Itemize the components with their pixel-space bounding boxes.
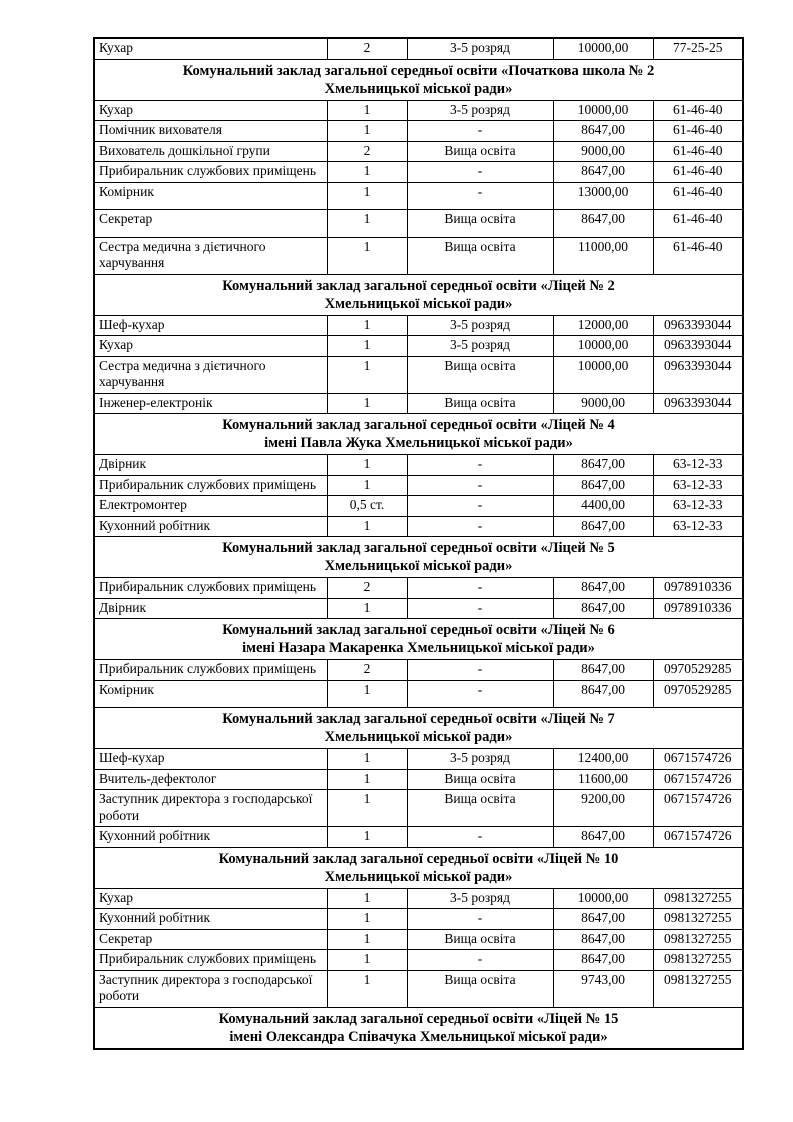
cell-salary: 11600,00 [553, 769, 653, 790]
vacancy-row [94, 888, 743, 909]
cell-count: 1 [327, 749, 407, 770]
cell-count: 1 [327, 970, 407, 1007]
cell-count: 1 [327, 516, 407, 537]
cell-position: Прибиральник службових приміщень [94, 162, 327, 183]
cell-position: Вчитель-дефектолог [94, 769, 327, 790]
vacancy-row [94, 182, 743, 210]
section-header-line: Комунальний заклад загальної середньої освіти «Ліцей № 7 [222, 711, 615, 727]
cell-position: Сестра медична з дієтичного харчування [94, 356, 327, 393]
cell-count: 1 [327, 790, 407, 827]
cell-count: 2 [327, 578, 407, 599]
cell-education: 3-5 розряд [407, 888, 553, 909]
cell-phone: 0671574726 [653, 827, 743, 848]
cell-phone: 0671574726 [653, 749, 743, 770]
cell-count: 1 [327, 356, 407, 393]
cell-education: Вища освіта [407, 237, 553, 274]
cell-salary: 8647,00 [553, 578, 653, 599]
cell-phone: 63-12-33 [653, 516, 743, 537]
section-header-row [94, 619, 743, 660]
cell-education: 3-5 розряд [407, 315, 553, 336]
vacancy-row [94, 929, 743, 950]
vacancy-row [94, 237, 743, 274]
cell-education: - [407, 162, 553, 183]
section-header-line: Комунальний заклад загальної середньої освіти «Ліцей № 6 [222, 622, 615, 638]
cell-salary: 11000,00 [553, 237, 653, 274]
cell-count: 1 [327, 336, 407, 357]
vacancy-row [94, 356, 743, 393]
cell-phone: 0970529285 [653, 660, 743, 681]
cell-education: - [407, 182, 553, 210]
cell-phone: 61-46-40 [653, 141, 743, 162]
cell-education: - [407, 496, 553, 517]
section-header [94, 537, 743, 578]
cell-count: 1 [327, 598, 407, 619]
vacancy-table-body [94, 38, 743, 1049]
section-header-line: Хмельницької міської ради» [324, 868, 513, 885]
cell-count: 1 [327, 475, 407, 496]
cell-position: Прибиральник службових приміщень [94, 475, 327, 496]
cell-position: Електромонтер [94, 496, 327, 517]
cell-salary: 9000,00 [553, 393, 653, 414]
cell-phone: 63-12-33 [653, 475, 743, 496]
vacancy-row [94, 475, 743, 496]
cell-education: - [407, 578, 553, 599]
cell-count: 1 [327, 680, 407, 708]
section-header [94, 414, 743, 455]
section-header-row [94, 537, 743, 578]
cell-count: 2 [327, 141, 407, 162]
cell-salary: 8647,00 [553, 455, 653, 476]
vacancy-row [94, 749, 743, 770]
section-header [94, 619, 743, 660]
cell-position: Кухар [94, 38, 327, 59]
cell-salary: 8647,00 [553, 598, 653, 619]
cell-phone: 0963393044 [653, 356, 743, 393]
section-header-line: Комунальний заклад загальної середньої освіти «Ліцей № 5 [222, 540, 615, 556]
cell-phone: 0671574726 [653, 769, 743, 790]
cell-phone: 63-12-33 [653, 496, 743, 517]
vacancy-row [94, 121, 743, 142]
cell-phone: 61-46-40 [653, 100, 743, 121]
cell-count: 1 [327, 237, 407, 274]
section-header [94, 708, 743, 749]
cell-education: - [407, 598, 553, 619]
vacancy-row [94, 827, 743, 848]
cell-count: 1 [327, 929, 407, 950]
cell-education: 3-5 розряд [407, 100, 553, 121]
cell-salary: 8647,00 [553, 210, 653, 238]
section-header-row [94, 1007, 743, 1049]
cell-position: Кухар [94, 888, 327, 909]
vacancy-row [94, 100, 743, 121]
cell-count: 1 [327, 393, 407, 414]
vacancy-row [94, 162, 743, 183]
cell-phone: 61-46-40 [653, 162, 743, 183]
cell-salary: 8647,00 [553, 162, 653, 183]
vacancy-table [93, 37, 744, 1050]
cell-count: 1 [327, 888, 407, 909]
vacancy-row [94, 141, 743, 162]
cell-count: 1 [327, 210, 407, 238]
vacancy-row [94, 38, 743, 59]
section-header-row [94, 847, 743, 888]
section-header-row [94, 59, 743, 100]
cell-position: Комірник [94, 182, 327, 210]
cell-position: Кухонний робітник [94, 516, 327, 537]
cell-position: Заступник директора з господарської роботи [94, 790, 327, 827]
cell-education: Вища освіта [407, 141, 553, 162]
cell-education: - [407, 516, 553, 537]
vacancy-row [94, 315, 743, 336]
cell-phone: 0978910336 [653, 598, 743, 619]
section-header [94, 1007, 743, 1049]
cell-position: Кухонний робітник [94, 827, 327, 848]
section-header [94, 274, 743, 315]
cell-position: Помічник вихователя [94, 121, 327, 142]
cell-phone: 61-46-40 [653, 237, 743, 274]
section-header-row [94, 414, 743, 455]
cell-education: - [407, 950, 553, 971]
cell-salary: 9000,00 [553, 141, 653, 162]
cell-count: 1 [327, 909, 407, 930]
vacancy-row [94, 516, 743, 537]
cell-position: Секретар [94, 929, 327, 950]
vacancy-row [94, 660, 743, 681]
section-header-line: Хмельницької міської ради» [324, 80, 513, 97]
cell-count: 1 [327, 455, 407, 476]
cell-count: 0,5 ст. [327, 496, 407, 517]
cell-salary: 8647,00 [553, 660, 653, 681]
cell-education: Вища освіта [407, 356, 553, 393]
cell-phone: 61-46-40 [653, 182, 743, 210]
cell-salary: 8647,00 [553, 929, 653, 950]
cell-position: Інженер-електронік [94, 393, 327, 414]
cell-count: 2 [327, 660, 407, 681]
section-header-line: Комунальний заклад загальної середньої освіти «Початкова школа № 2 [182, 62, 655, 79]
vacancy-row [94, 496, 743, 517]
cell-education: Вища освіта [407, 790, 553, 827]
vacancy-row [94, 455, 743, 476]
section-header-row [94, 708, 743, 749]
cell-position: Секретар [94, 210, 327, 238]
cell-position: Прибиральник службових приміщень [94, 950, 327, 971]
cell-salary: 9200,00 [553, 790, 653, 827]
vacancy-row [94, 950, 743, 971]
section-header-row [94, 274, 743, 315]
vacancy-row [94, 680, 743, 708]
cell-education: Вища освіта [407, 210, 553, 238]
cell-education: 3-5 розряд [407, 749, 553, 770]
cell-phone: 0981327255 [653, 929, 743, 950]
cell-phone: 0981327255 [653, 970, 743, 1007]
section-header-line: Комунальний заклад загальної середньої освіти «Ліцей № 4 [222, 417, 615, 433]
section-header [94, 847, 743, 888]
cell-salary: 13000,00 [553, 182, 653, 210]
section-header-line: імені Назара Макаренка Хмельницької міської ради» [242, 640, 595, 656]
section-header-line: Комунальний заклад загальної середньої освіти «Ліцей № 10 [218, 850, 619, 867]
cell-salary: 8647,00 [553, 516, 653, 537]
cell-education: Вища освіта [407, 393, 553, 414]
cell-education: - [407, 680, 553, 708]
cell-salary: 8647,00 [553, 121, 653, 142]
cell-position: Двірник [94, 455, 327, 476]
cell-count: 1 [327, 121, 407, 142]
cell-salary: 8647,00 [553, 827, 653, 848]
cell-salary: 12400,00 [553, 749, 653, 770]
cell-salary: 4400,00 [553, 496, 653, 517]
vacancy-row [94, 909, 743, 930]
vacancy-row [94, 769, 743, 790]
cell-phone: 63-12-33 [653, 455, 743, 476]
vacancy-row [94, 578, 743, 599]
cell-position: Двірник [94, 598, 327, 619]
section-header-line: імені Олександра Співачука Хмельницької міської ради» [229, 1028, 608, 1045]
cell-position: Прибиральник службових приміщень [94, 578, 327, 599]
vacancy-row [94, 336, 743, 357]
cell-education: - [407, 909, 553, 930]
cell-salary: 8647,00 [553, 475, 653, 496]
cell-phone: 0981327255 [653, 888, 743, 909]
cell-count: 1 [327, 827, 407, 848]
cell-education: 3-5 розряд [407, 38, 553, 59]
cell-salary: 8647,00 [553, 909, 653, 930]
cell-count: 1 [327, 162, 407, 183]
cell-position: Кухонний робітник [94, 909, 327, 930]
cell-salary: 9743,00 [553, 970, 653, 1007]
cell-count: 2 [327, 38, 407, 59]
cell-count: 1 [327, 315, 407, 336]
cell-position: Кухар [94, 336, 327, 357]
cell-education: - [407, 475, 553, 496]
cell-salary: 8647,00 [553, 950, 653, 971]
section-header-line: імені Павла Жука Хмельницької міської ради» [264, 435, 573, 451]
cell-salary: 10000,00 [553, 100, 653, 121]
cell-phone: 0981327255 [653, 950, 743, 971]
vacancy-row [94, 970, 743, 1007]
cell-phone: 0963393044 [653, 336, 743, 357]
cell-count: 1 [327, 182, 407, 210]
cell-phone: 0963393044 [653, 315, 743, 336]
cell-education: Вища освіта [407, 769, 553, 790]
cell-position: Шеф-кухар [94, 749, 327, 770]
cell-position: Сестра медична з дієтичного харчування [94, 237, 327, 274]
cell-position: Заступник директора з господарської роботи [94, 970, 327, 1007]
section-header-line: Хмельницької міської ради» [324, 729, 513, 745]
cell-position: Прибиральник службових приміщень [94, 660, 327, 681]
cell-phone: 61-46-40 [653, 121, 743, 142]
vacancy-row [94, 393, 743, 414]
section-header-line: Хмельницької міської ради» [324, 295, 513, 312]
cell-position: Комірник [94, 680, 327, 708]
cell-education: - [407, 827, 553, 848]
cell-education: - [407, 660, 553, 681]
vacancy-row [94, 210, 743, 238]
section-header-line: Комунальний заклад загальної середньої освіти «Ліцей № 15 [218, 1010, 619, 1027]
cell-salary: 8647,00 [553, 680, 653, 708]
section-header-line: Хмельницької міської ради» [324, 558, 513, 574]
cell-education: Вища освіта [407, 929, 553, 950]
cell-salary: 10000,00 [553, 888, 653, 909]
cell-position: Кухар [94, 100, 327, 121]
cell-count: 1 [327, 769, 407, 790]
cell-education: - [407, 121, 553, 142]
cell-education: Вища освіта [407, 970, 553, 1007]
vacancy-row [94, 598, 743, 619]
cell-salary: 10000,00 [553, 356, 653, 393]
cell-salary: 10000,00 [553, 336, 653, 357]
cell-phone: 0978910336 [653, 578, 743, 599]
section-header [94, 59, 743, 100]
cell-count: 1 [327, 950, 407, 971]
cell-position: Шеф-кухар [94, 315, 327, 336]
cell-phone: 0981327255 [653, 909, 743, 930]
cell-salary: 12000,00 [553, 315, 653, 336]
cell-salary: 10000,00 [553, 38, 653, 59]
cell-education: 3-5 розряд [407, 336, 553, 357]
cell-phone: 0963393044 [653, 393, 743, 414]
cell-count: 1 [327, 100, 407, 121]
vacancy-row [94, 790, 743, 827]
section-header-line: Комунальний заклад загальної середньої освіти «Ліцей № 2 [222, 277, 615, 294]
cell-phone: 61-46-40 [653, 210, 743, 238]
cell-position: Вихователь дошкільної групи [94, 141, 327, 162]
cell-education: - [407, 455, 553, 476]
cell-phone: 77-25-25 [653, 38, 743, 59]
cell-phone: 0970529285 [653, 680, 743, 708]
cell-phone: 0671574726 [653, 790, 743, 827]
